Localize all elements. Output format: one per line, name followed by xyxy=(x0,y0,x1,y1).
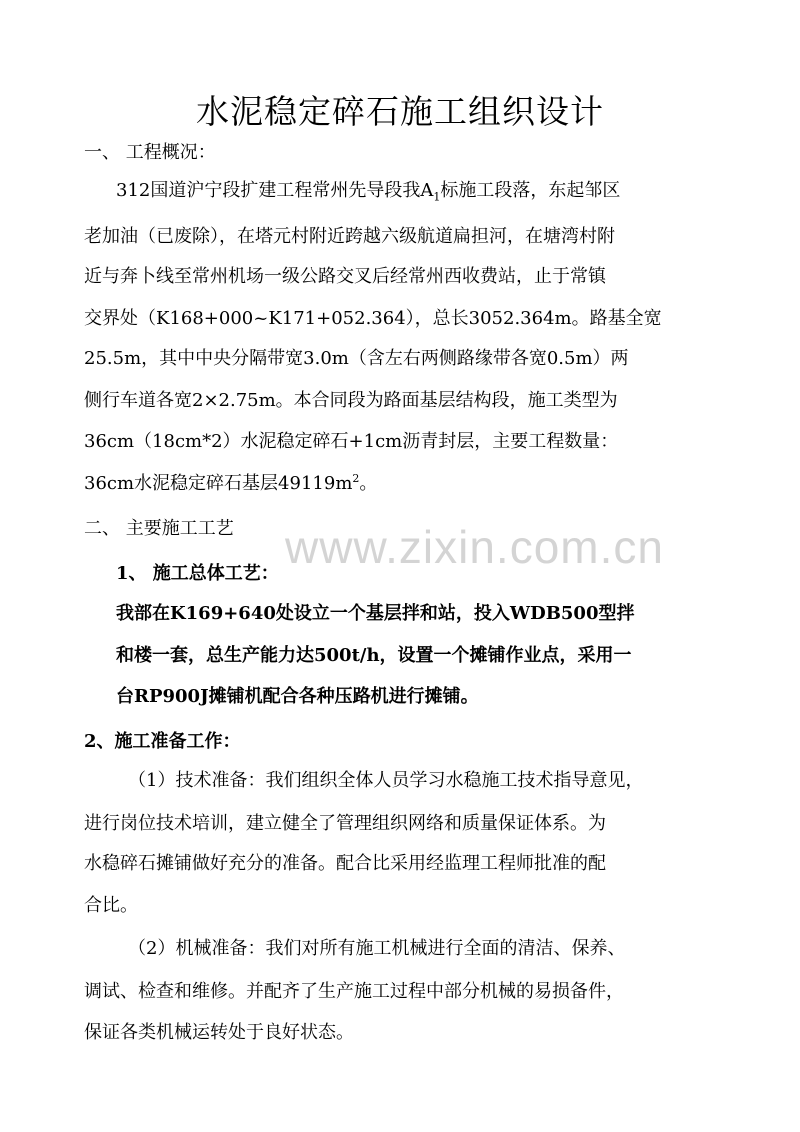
section1-line-5: 25.5m，其中中央分隔带宽3.0m（含左右两侧路缘带各宽0.5m）两 xyxy=(84,348,629,369)
document-title: 水泥稳定碎石施工组织设计 xyxy=(196,92,604,131)
section1-line-7: 36cm（18cm*2）水泥稳定碎石+1cm沥青封层，主要工程数量： xyxy=(84,431,619,452)
para1-line-4: 合比。 xyxy=(84,895,138,916)
subsection2-heading: 2、施工准备工作： xyxy=(84,731,241,752)
section1-heading: 一、 工程概况： xyxy=(84,142,216,163)
section1-line-6: 侧行车道各宽2×2.75m。本合同段为路面基层结构段，施工类型为 xyxy=(84,390,618,411)
subsection1-line-3: 台RP900J摊铺机配合各种压路机进行摊铺。 xyxy=(116,686,479,707)
para1-line-2: 进行岗位技术培训，建立健全了管理组织网络和质量保证体系。为 xyxy=(84,813,606,834)
section1-line-3: 近与奔卜线至常州机场一级公路交叉后经常州西收费站，止于常镇 xyxy=(84,266,606,287)
para1-line-3: 水稳碎石摊铺做好充分的准备。配合比采用经监理工程师批准的配 xyxy=(84,853,606,874)
watermark: www.zixin.com.cn xyxy=(285,521,664,573)
superscript-2: 2 xyxy=(352,472,360,485)
subsection1-heading: 1、 施工总体工艺： xyxy=(116,563,279,584)
subscript-1: 1 xyxy=(433,190,441,204)
para2-line-3: 保证各类机械运转处于良好状态。 xyxy=(84,1022,354,1043)
para2-line-2: 调试、检查和维修。并配齐了生产施工过程中部分机械的易损备件， xyxy=(84,981,624,1002)
para1-line-1: （1）技术准备：我们组织全体人员学习水稳施工技术指导意见， xyxy=(128,770,644,791)
section1-line-2: 老加油（已废除），在塔元村附近跨越六级航道扁担河，在塘湾村附 xyxy=(84,226,615,247)
section2-heading: 二、 主要施工工艺 xyxy=(84,518,234,539)
para2-line-1: （2）机械准备：我们对所有施工机械进行全面的清洁、保养、 xyxy=(128,938,626,959)
section1-line-4: 交界处（K168+000~K171+052.364），总长3052.364m。路基全宽 xyxy=(84,308,662,329)
section1-line-8: 36cm水泥稳定碎石基层$49119m^2$。 xyxy=(84,472,378,494)
section1-line-1: 312国道沪宁段扩建工程常州先导段我$A_1$标施工段落，东起邹区 xyxy=(116,180,621,204)
subsection1-line-2: 和楼一套，总生产能力达500t/h，设置一个摊铺作业点，采用一 xyxy=(116,645,632,666)
subsection1-line-1: 我部在K169+640处设立一个基层拌和站，投入WDB500型拌 xyxy=(116,603,635,624)
